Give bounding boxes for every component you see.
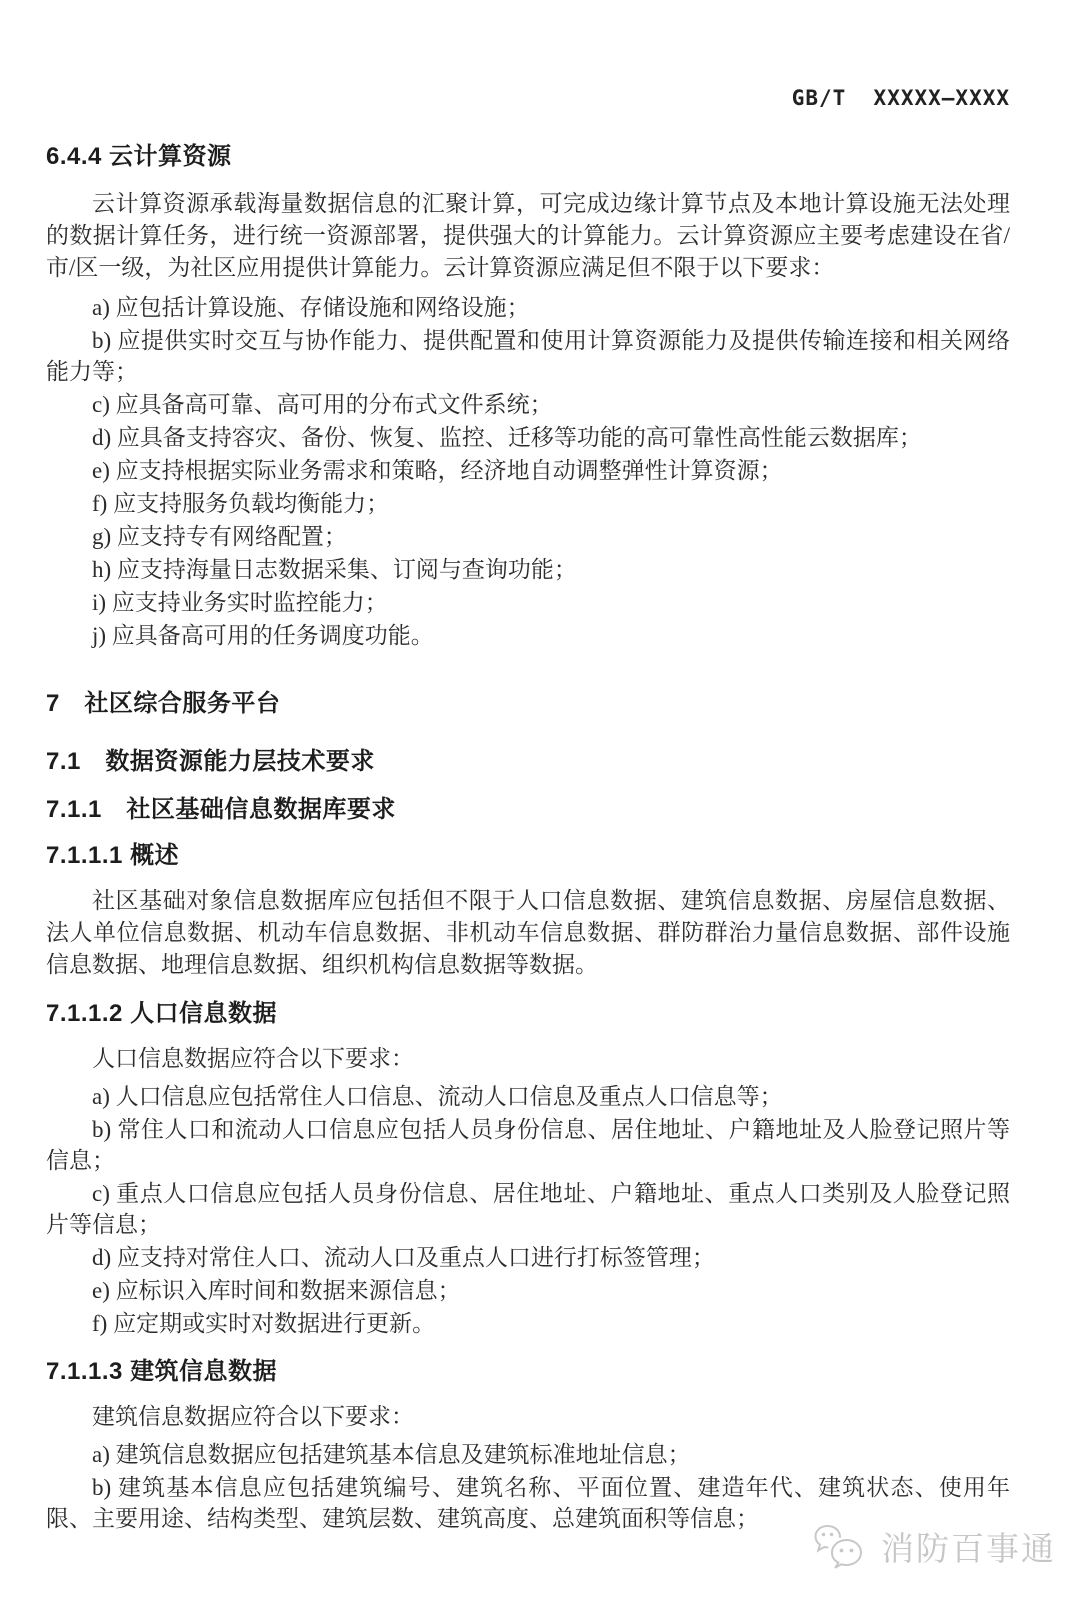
list-item: a) 建筑信息数据应包括建筑基本信息及建筑标准地址信息； — [92, 1442, 691, 1467]
list-item: b) 建筑基本信息应包括建筑编号、建筑名称、平面位置、建造年代、建筑状态、使用年限、主要用途、结构类型、建筑层数、建筑高度、总建筑面积等信息； — [46, 1475, 1010, 1531]
watermark-label: 消防百事通 — [881, 1529, 1056, 1567]
section-7-1-1-2-requirements-list — [46, 1081, 1010, 1339]
section-heading-7: 7 社区综合服务平台 — [46, 690, 281, 717]
section-heading-6-4-4: 6.4.4 云计算资源 — [46, 143, 232, 170]
section-heading-7-1-1-3: 7.1.1.3 建筑信息数据 — [46, 1358, 278, 1385]
list-item: c) 应具备高可靠、高可用的分布式文件系统； — [92, 392, 553, 417]
list-item: f) 应定期或实时对数据进行更新。 — [92, 1311, 436, 1336]
list-item: d) 应支持对常住人口、流动人口及重点人口进行打标签管理； — [92, 1245, 715, 1270]
list-item: a) 人口信息应包括常住人口信息、流动人口信息及重点人口信息等； — [92, 1084, 783, 1109]
section-heading-7-1-1: 7.1.1 社区基础信息数据库要求 — [46, 796, 396, 823]
watermark — [813, 1522, 1056, 1570]
section-6-4-4-intro-paragraph: 云计算资源承载海量数据信息的汇聚计算，可完成边缘计算节点及本地计算设施无法处理的数据计算任务，进行统一资源部署，提供强大的计算能力。云计算资源应主要考虑建设在省/市/区一级，为社区应用提供计算能力。云计算资源应满足但不限于以下要求： — [46, 191, 1010, 280]
section-7-1-1-2-intro: 人口信息数据应符合以下要求： — [92, 1046, 414, 1071]
list-item: e) 应标识入库时间和数据来源信息； — [92, 1278, 461, 1303]
list-item: j) 应具备高可用的任务调度功能。 — [92, 623, 434, 648]
section-heading-7-1: 7.1 数据资源能力层技术要求 — [46, 748, 375, 775]
list-item: i) 应支持业务实时监控能力； — [92, 590, 388, 615]
list-item: b) 应提供实时交互与协作能力、提供配置和使用计算资源能力及提供传输连接和相关网络能力等； — [46, 328, 1010, 384]
list-item: e) 应支持根据实际业务需求和策略，经济地自动调整弹性计算资源； — [92, 458, 783, 483]
list-item: h) 应支持海量日志数据采集、订阅与查询功能； — [92, 557, 577, 582]
list-item: f) 应支持服务负载均衡能力； — [92, 491, 390, 516]
list-item: d) 应具备支持容灾、备份、恢复、监控、迁移等功能的高可靠性高性能云数据库； — [92, 425, 922, 450]
section-7-1-1-1-paragraph: 社区基础对象信息数据库应包括但不限于人口信息数据、建筑信息数据、房屋信息数据、法人单位信息数据、机动车信息数据、非机动车信息数据、群防群治力量信息数据、部件设施信息数据、地理信息数据、组织机构信息数据等数据。 — [46, 888, 1010, 977]
list-item: c) 重点人口信息应包括人员身份信息、居住地址、户籍地址、重点人口类别及人脸登记照片等信息； — [46, 1181, 1010, 1237]
section-7-1-1-3-intro: 建筑信息数据应符合以下要求： — [92, 1404, 414, 1429]
wechat-icon — [813, 1522, 875, 1570]
list-item: a) 应包括计算设施、存储设施和网络设施； — [92, 295, 530, 320]
standard-code-header: GB/T XXXXX—XXXX — [791, 86, 1010, 110]
section-heading-7-1-1-2: 7.1.1.2 人口信息数据 — [46, 1000, 278, 1027]
list-item: b) 常住人口和流动人口信息应包括人员身份信息、居住地址、户籍地址及人脸登记照片等信息； — [46, 1117, 1010, 1173]
section-heading-7-1-1-1: 7.1.1.1 概述 — [46, 842, 180, 869]
section-7-1-1-3-requirements-list — [46, 1439, 1010, 1534]
section-6-4-4-requirements-list — [46, 292, 1010, 651]
list-item: g) 应支持专有网络配置； — [92, 524, 347, 549]
